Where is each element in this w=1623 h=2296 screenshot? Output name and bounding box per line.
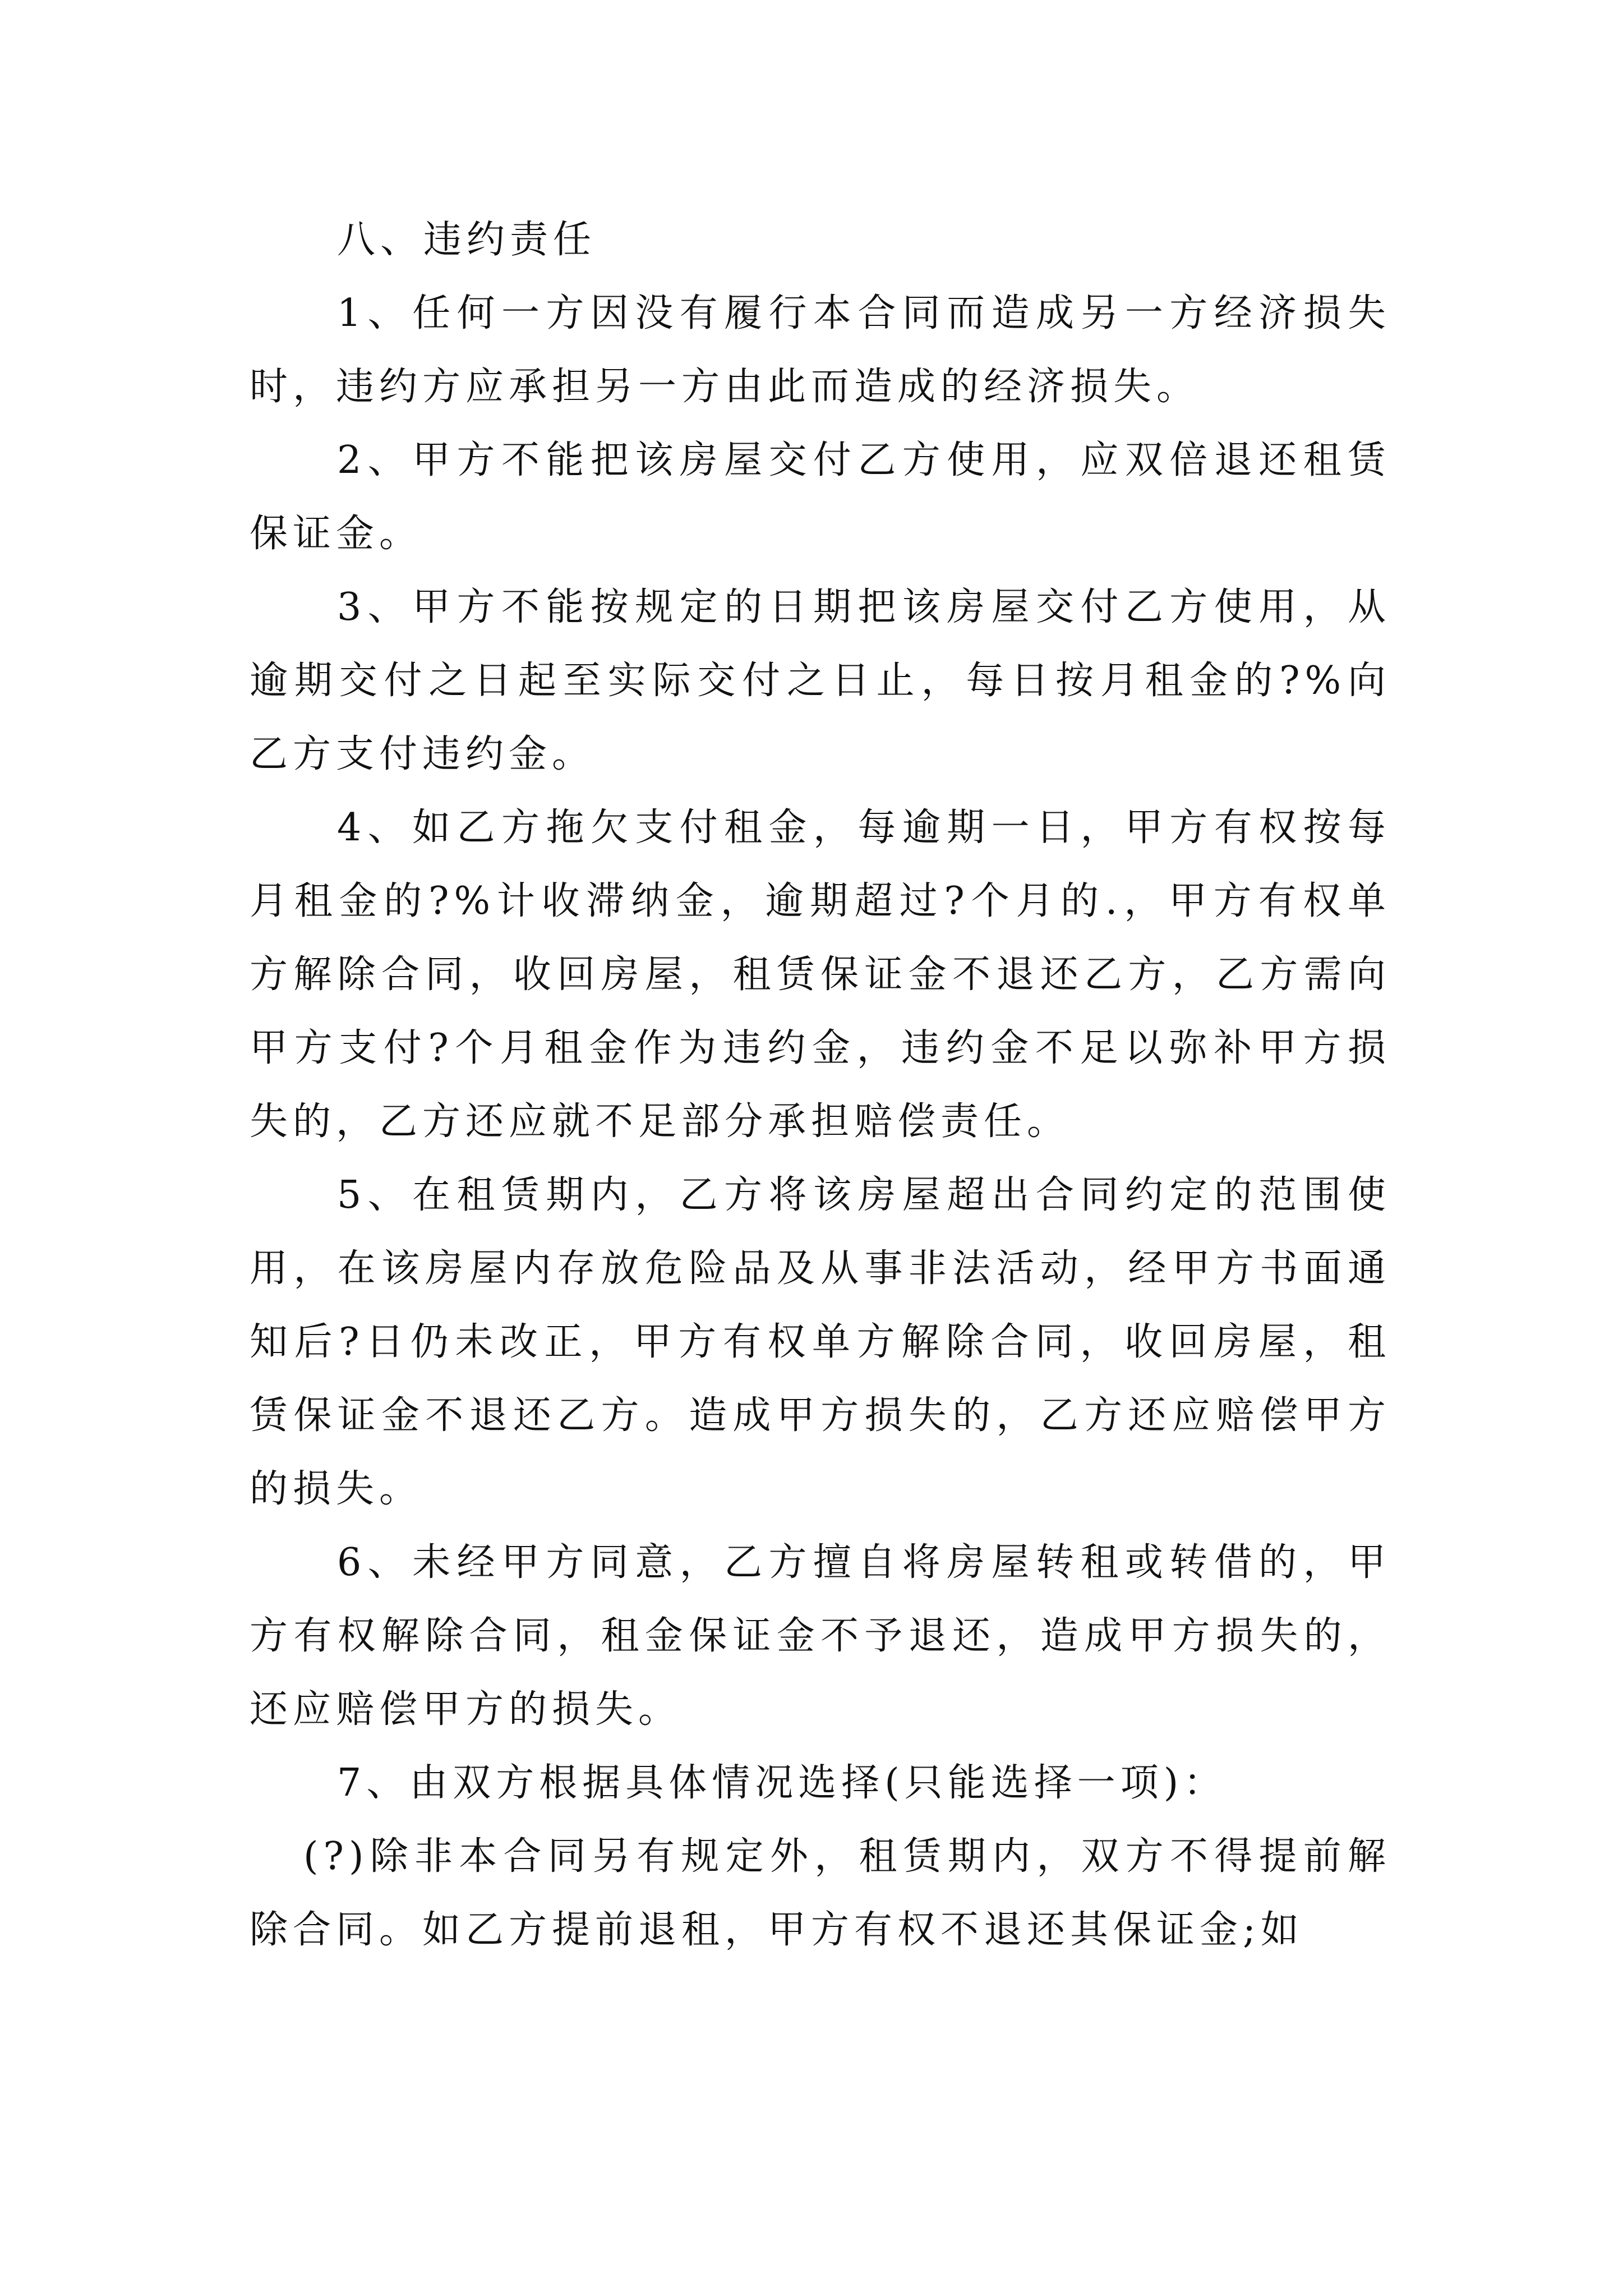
clause-6: 6、未经甲方同意，乙方擅自将房屋转租或转借的，甲方有权解除合同，租金保证金不予退还，造成甲方损失的，还应赔偿甲方的损失。: [250, 1540, 1391, 1732]
clause-5: 5、在租赁期内，乙方将该房屋超出合同约定的范围使用，在该房屋内存放危险品及从事非法活动，经甲方书面通知后?日仍未改正，甲方有权单方解除合同，收回房屋，租赁保证金不退还乙方。造成甲方损失的，乙方还应赔偿甲方的损失。: [250, 1173, 1391, 1511]
clause-7: 7、由双方根据具体情况选择(只能选择一项)：: [337, 1761, 1227, 1805]
clause-3: 3、甲方不能按规定的日期把该房屋交付乙方使用，从逾期交付之日起至实际交付之日止，每日按月租金的?%向乙方支付违约金。: [250, 585, 1391, 776]
clause-4: 4、如乙方拖欠支付租金，每逾期一日，甲方有权按每月租金的?%计收滞纳金，逾期超过?个月的.，甲方有权单方解除合同，收回房屋，租赁保证金不退还乙方，乙方需向甲方支付?个月租金作为违约金，违约金不足以弥补甲方损失的，乙方还应就不足部分承担赔偿责任。: [250, 806, 1391, 1144]
document-body: [250, 203, 1391, 1967]
clause-1: 1、任何一方因没有履行本合同而造成另一方经济损失时，违约方应承担另一方由此而造成的经济损失。: [250, 291, 1391, 409]
clause-2: 2、甲方不能把该房屋交付乙方使用，应双倍退还租赁保证金。: [250, 438, 1391, 556]
section-heading: 八、违约责任: [337, 218, 597, 262]
clause-7-option: (?)除非本合同另有规定外，租赁期内，双方不得提前解除合同。如乙方提前退租，甲方有权不退还其保证金;如: [250, 1834, 1391, 1952]
